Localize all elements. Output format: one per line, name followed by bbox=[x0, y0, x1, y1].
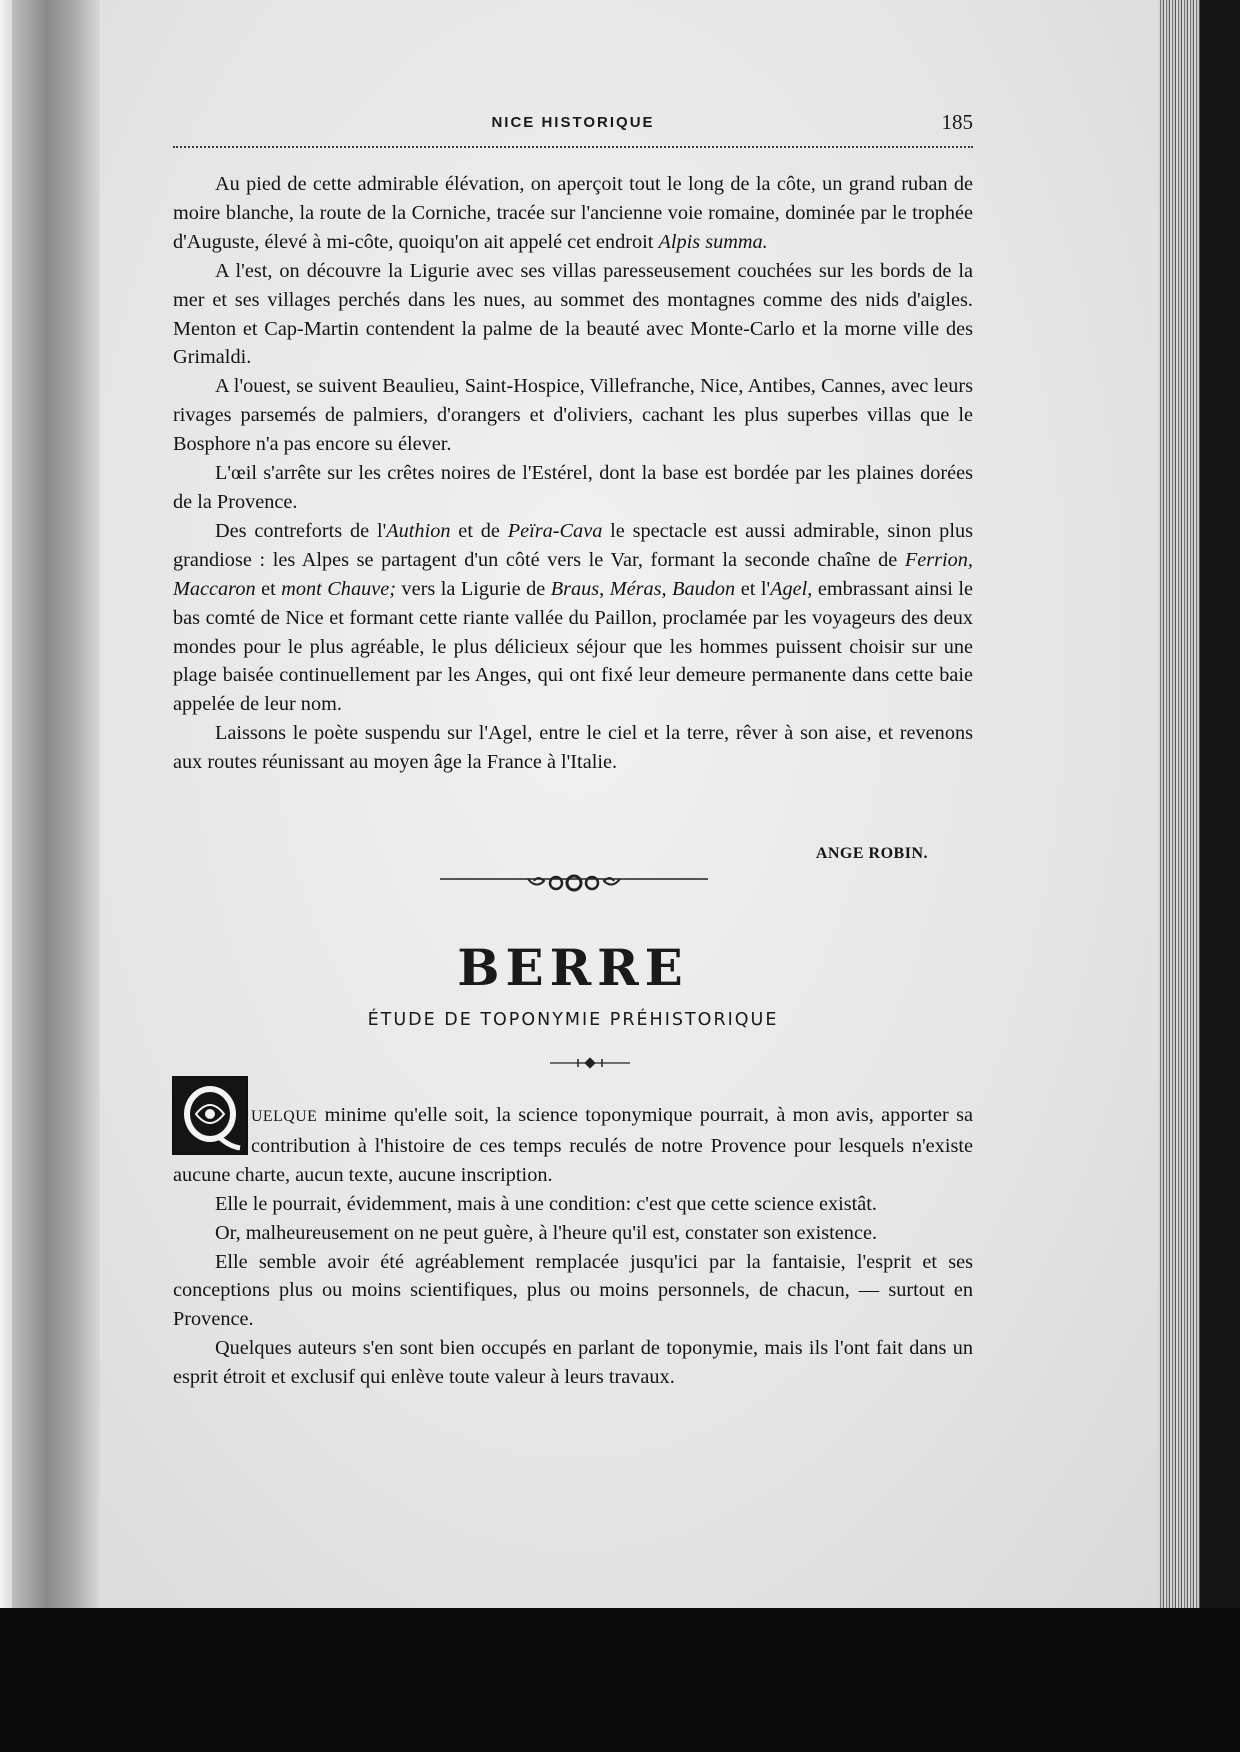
italic-phrase: Ferrion, Maccaron bbox=[173, 548, 973, 600]
italic-phrase: Braus, Méras, Baudon bbox=[550, 577, 736, 600]
paragraph: Quelques auteurs s'en sont bien occupés en parlant de toponymie, mais ils l'ont fait dans un esprit étroit et exclusif qui enlève toute valeur à leurs travaux. bbox=[173, 1337, 973, 1389]
first-paragraph bbox=[173, 1101, 973, 1190]
running-header bbox=[173, 110, 973, 140]
paragraph: Or, malheureusement on ne peut guère, à l'heure qu'il est, constater son existence. bbox=[215, 1221, 878, 1244]
italic-phrase: mont Chauve; bbox=[281, 577, 396, 600]
article-body bbox=[173, 1101, 973, 1392]
paragraph-text: vers la Ligurie de bbox=[396, 577, 551, 600]
paragraph: L'œil s'arrête sur les crêtes noires de l'Estérel, dont la base est bordée par les plaines dorées de la Provence. bbox=[173, 462, 973, 513]
paragraph-text: Au pied de cette admirable élévation, on aperçoit tout le long de la côte, un grand ruban de moire blanche, la route de la Corniche, tracée sur l'ancienne voie romaine, dominée par le trophée d'Auguste, élevé à mi-côte, quoiqu'on ait appelé cet endroit bbox=[173, 173, 973, 253]
paragraph-text: Des contreforts de l' bbox=[215, 519, 387, 542]
paragraph-text: et l' bbox=[735, 577, 771, 600]
small-ornament bbox=[550, 1052, 630, 1074]
scan-background bbox=[0, 1608, 1240, 1752]
book-gutter bbox=[12, 0, 100, 1650]
header-rule bbox=[173, 146, 973, 148]
italic-phrase: Agel, bbox=[770, 577, 813, 600]
paragraph: A l'ouest, se suivent Beaulieu, Saint-Hospice, Villefranche, Nice, Antibes, Cannes, avec leurs rivages parsemés de palmiers, d'orangers et d'oliviers, cachant les plus superbes villas que le Bosphore n'a pas encore su élever. bbox=[173, 375, 973, 456]
book-spine bbox=[1200, 0, 1240, 1620]
paragraph-text: et de bbox=[450, 519, 508, 542]
paragraph-text: et bbox=[255, 577, 282, 600]
paragraph-text: embrassant ainsi le bas comté de Nice et formant cette riante vallée du Paillon, proclamée par les voyageurs des deux mondes pour le plus agréable, le plus délicieux séjour que les hommes puissent choisir sur une plage baisée continuellement par les Anges, qui ont fixé leur demeure permanente dans cette baie appelée de leur nom. bbox=[173, 577, 974, 716]
page-number: 185 bbox=[941, 110, 973, 134]
italic-phrase: Alpis summa. bbox=[658, 230, 768, 253]
previous-article-body bbox=[173, 170, 973, 777]
author-signature: ANGE ROBIN. bbox=[815, 845, 928, 862]
paragraph-text: le spectacle est aussi admirable, sinon plus grandiose : les Alpes se partagent d'un côté vers le Var, formant la seconde chaîne de bbox=[173, 519, 973, 571]
paragraph bbox=[173, 170, 973, 257]
running-title: NICE HISTORIQUE bbox=[491, 114, 655, 131]
paragraph bbox=[173, 517, 973, 719]
ornamental-divider bbox=[440, 868, 708, 896]
dropcap-spacer bbox=[173, 1101, 251, 1155]
page-edges bbox=[1158, 0, 1200, 1608]
facing-page-edge bbox=[0, 0, 12, 1650]
paragraph: A l'est, on découvre la Ligurie avec ses villas paresseusement couchées sur les bords de la mer et ses villages perchés dans les nues, au sommet des montagnes comme des nids d'aigles. Menton et Cap-Martin contendent la palme de la beauté avec Monte-Carlo et la morne ville des Grimaldi. bbox=[173, 259, 973, 369]
italic-phrase: Peïra-Cava bbox=[507, 519, 603, 542]
article-title: BERRE bbox=[457, 938, 689, 997]
article-subtitle: ÉTUDE DE TOPONYMIE PRÉHISTORIQUE bbox=[367, 1010, 779, 1030]
paragraph: Laissons le poète suspendu sur l'Agel, entre le ciel et la terre, rêver à son aise, et revenons aux routes réunissant au moyen âge la France à l'Italie. bbox=[173, 722, 973, 774]
paragraph: Elle semble avoir été agréablement remplacée jusqu'ici par la fantaisie, l'esprit et ses conceptions plus ou moins scientifiques, plus ou moins personnels, de chacun, — surtout en Provence. bbox=[173, 1250, 973, 1331]
paragraph: Elle le pourrait, évidemment, mais à une condition: c'est que cette science existât. bbox=[215, 1192, 877, 1215]
dropcap-word: UELQUE bbox=[251, 1108, 318, 1125]
paragraph-text: minime qu'elle soit, la science toponymique pourrait, à mon avis, apporter sa contribution à l'histoire de ces temps reculés de notre Provence pour lesquels n'existe aucune charte, aucun texte, aucune inscription. bbox=[173, 1104, 973, 1186]
italic-phrase: Authion bbox=[386, 519, 451, 542]
